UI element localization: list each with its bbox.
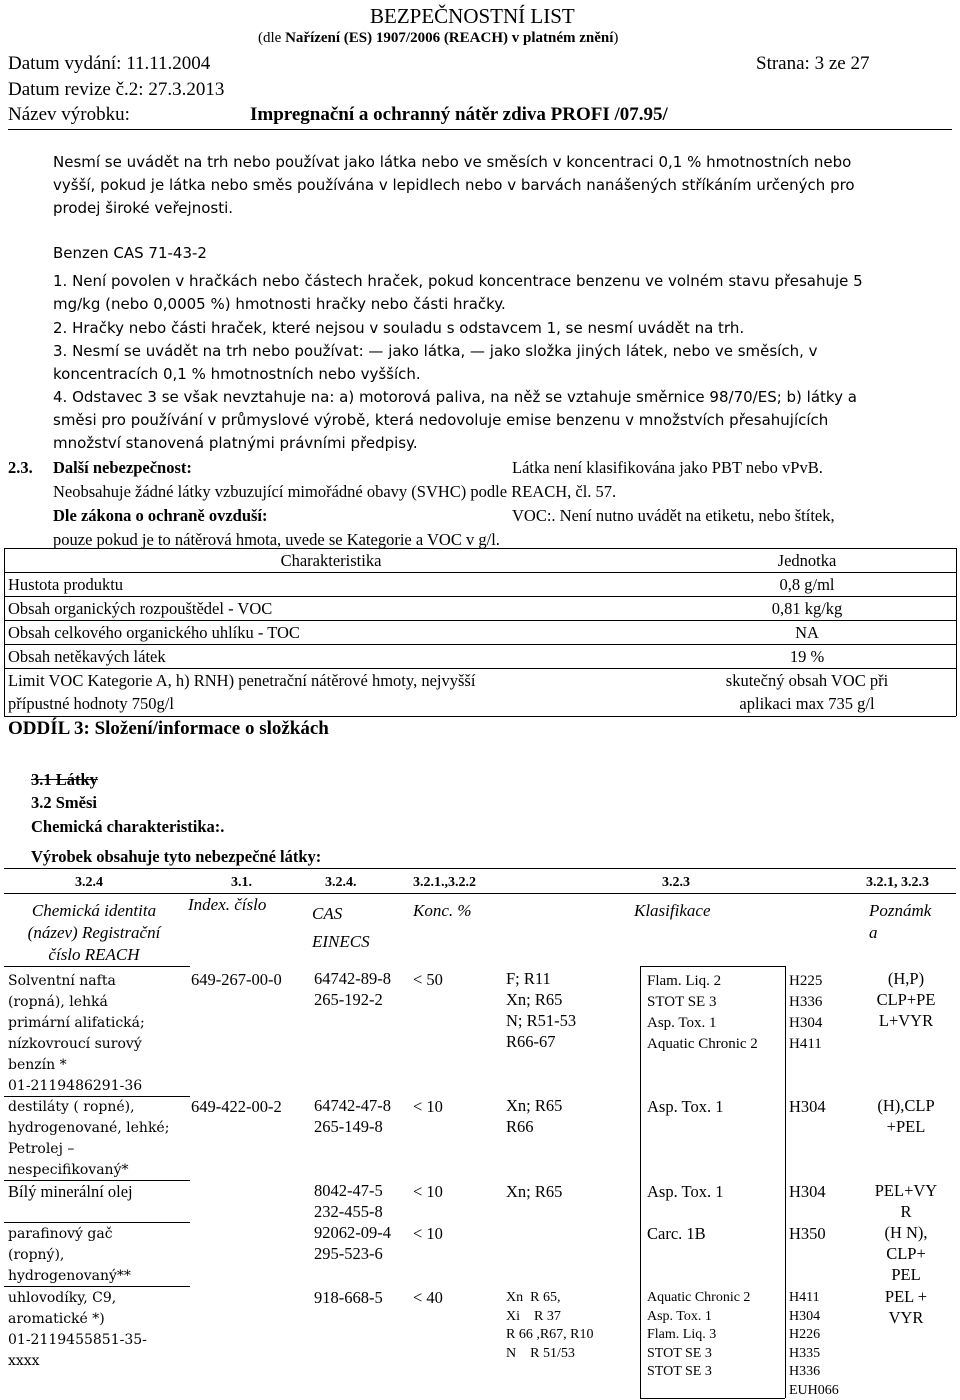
voc-row-value: NA (795, 623, 819, 642)
row-3-name: Bílý minerální olej (8, 1182, 133, 1201)
voc-limit-value: skutečný obsah VOC při aplikaci max 735 g/l (725, 671, 889, 713)
row-5-name: uhlovodíky, C9, aromatické *) 01-2119455851-35- xxxx (8, 1290, 147, 1369)
row-5-h-phrases: H411 H304 H226 H335 H336 EUH066 (789, 1290, 839, 1398)
col-header-cas: CAS EINECS (312, 904, 370, 951)
ref-class: 3.2.3 (662, 875, 690, 890)
col-header-classification: Klasifikace (634, 901, 711, 920)
voc-row-label: Hustota produktu (8, 575, 124, 594)
voc-row-value: 19 % (789, 647, 825, 666)
row-4-cas: 92062-09-4 295-523-6 (314, 1223, 391, 1263)
air-protection-note: pouze pokud je to nátěrová hmota, uvede se Kategorie a VOC v g/l. (53, 530, 500, 549)
row-3-r-phrases: Xn; R65 (506, 1182, 563, 1201)
col-header-identity: Chemická identita (název) Registrační číslo REACH (27, 901, 161, 964)
row-3-h-phrases: H304 (789, 1182, 826, 1201)
benzen-item-1: 1. Není povolen v hračkách nebo částech hraček, pokud koncentrace benzenu ve volném stavu přesahuje 5 mg/kg (nebo 0,0005 %) hmotnosti hračky nebo části hračky. (53, 272, 863, 313)
revision-date: Datum revize č.2: 27.3.2013 (8, 79, 225, 100)
row-3-note: PEL+VY R (874, 1181, 938, 1221)
benzen-item-2: 2. Hračky nebo části hraček, které nejsou v souladu s odstavcem 1, se nesmí uvádět na trh. (53, 319, 745, 337)
voc-row-value: 0,81 kg/kg (771, 599, 843, 618)
document-title: BEZPEČNOSTNÍ LIST (370, 4, 575, 28)
row-2-index: 649-422-00-2 (191, 1097, 282, 1116)
voc-header-unit: Jednotka (777, 551, 837, 570)
row-4-h-phrases: H350 (789, 1224, 826, 1243)
air-protection-label: Dle zákona o ochraně ovzduší: (53, 506, 268, 525)
ref-index: 3.1. (231, 875, 252, 890)
row-5-note: PEL + VYR (884, 1287, 928, 1327)
voc-row-label: Obsah celkového organického uhlíku - TOC (8, 623, 300, 642)
voc-row-label: Obsah netěkavých látek (8, 647, 166, 666)
benzen-heading: Benzen CAS 71-43-2 (53, 244, 207, 262)
row-4-name: parafinový gač (ropný), hydrogenovaný** (8, 1226, 131, 1284)
benzen-item-4: 4. Odstavec 3 se však nevztahuje na: a) motorová paliva, na něž se vztahuje směrnice 98/70/ES; b) látky a směsi pro používání v průmyslové výrobě, která nedovoluje emise benzenu v množstvích přesahujících množství stanovená platnými právními předpisy. (53, 388, 857, 452)
section-3-1-substances: 3.1 Látky (31, 770, 98, 789)
page-number: Strana: 3 ze 27 (756, 53, 870, 74)
air-protection-value: VOC:. Není nutno uvádět na etiketu, nebo štítek, (512, 506, 835, 525)
row-4-note: (H N), CLP+ PEL (884, 1223, 928, 1284)
row-3-clp: Asp. Tox. 1 (647, 1182, 724, 1201)
col-header-conc: Konc. % (413, 901, 472, 920)
restriction-paragraph: Nesmí se uvádět na trh nebo používat jako látka nebo ve směsích v koncentraci 0,1 % hmotnostních nebo vyšší, pokud je látka nebo směs používána v lepidlech nebo v barvách nanášených stříkáním určených pro prodej široké veřejnosti. (53, 153, 855, 217)
section-2-3-value: Látka není klasifikována jako PBT nebo vPvB. (512, 458, 823, 477)
ref-conc: 3.2.1.,3.2.2 (413, 875, 476, 890)
voc-row-label: Obsah organických rozpouštědel - VOC (8, 599, 273, 618)
row-1-cas: 64742-89-8 265-192-2 (314, 969, 391, 1009)
header-divider (8, 129, 952, 130)
row-1-clp: Flam. Liq. 2 STOT SE 3 Asp. Tox. 1 Aquatic Chronic 2 (647, 973, 758, 1052)
row-2-cas: 64742-47-8 265-149-8 (314, 1096, 391, 1136)
row-1-r-phrases: F; R11 Xn; R65 N; R51-53 R66-67 (506, 969, 577, 1051)
regulation-subtitle: (dle Nařízení (ES) 1907/2006 (REACH) v platném znění) (258, 30, 619, 46)
section-3-title: ODDÍL 3: Složení/informace o složkách (8, 718, 329, 739)
row-4-conc: < 10 (413, 1224, 443, 1243)
row-1-index: 649-267-00-0 (191, 970, 282, 989)
row-5-cas: 918-668-5 (314, 1288, 383, 1307)
ref-note: 3.2.1, 3.2.3 (866, 875, 929, 890)
voc-limit-label: Limit VOC Kategorie A, h) RNH) penetrační nátěrové hmoty, nejvyšší přípustné hodnoty 750g/l (8, 671, 476, 713)
chemical-characteristics: Chemická charakteristika:. (31, 817, 225, 836)
row-1-name: Solventní nafta (ropná), lehká primární alifatická; nízkovroucí surový benzín * 01-2119486291-36 (8, 973, 145, 1094)
benzen-item-3: 3. Nesmí se uvádět na trh nebo používat: — jako látka, — jako složka jiných látek, nebo ve směsích, v koncentracích 0,1 % hmotnostních nebo vyšších. (53, 342, 818, 383)
issue-date: Datum vydání: 11.11.2004 (8, 53, 211, 74)
hazardous-substances-heading: Výrobek obsahuje tyto nebezpečné látky: (31, 847, 322, 866)
svhc-statement: Neobsahuje žádné látky vzbuzující mimořádné obavy (SVHC) podle REACH, čl. 57. (53, 482, 617, 501)
section-2-3-label: Další nebezpečnost: (53, 458, 192, 477)
row-3-cas: 8042-47-5 232-455-8 (314, 1181, 383, 1221)
row-5-r-phrases: Xn R 65, Xi R 37 R 66 ,R67, R10 N R 51/53 (506, 1290, 594, 1361)
product-name: Název výrobku: Impregnační a ochranný nátěr zdiva PROFI /07.95/ (8, 104, 668, 125)
row-1-h-phrases: H225 H336 H304 H411 (789, 973, 823, 1052)
row-4-clp: Carc. 1B (647, 1224, 706, 1243)
row-2-r-phrases: Xn; R65 R66 (506, 1096, 563, 1136)
row-2-h-phrases: H304 (789, 1097, 826, 1116)
row-5-conc: < 40 (413, 1288, 443, 1307)
col-header-note: Poznámk a (869, 901, 932, 942)
row-2-name: destiláty ( ropné), hydrogenované, lehké; Petrolej – nespecifikovaný* (8, 1099, 170, 1178)
row-1-note: (H,P) CLP+PE L+VYR (876, 969, 936, 1030)
row-2-clp: Asp. Tox. 1 (647, 1097, 724, 1116)
section-3-2-mixtures: 3.2 Směsi (31, 793, 97, 812)
row-2-note: (H),CLP +PEL (877, 1096, 935, 1136)
row-1-conc: < 50 (413, 970, 443, 989)
section-2-3-number: 2.3. (8, 458, 33, 477)
row-2-conc: < 10 (413, 1097, 443, 1116)
voc-header-characteristic: Charakteristika (280, 551, 382, 570)
row-5-clp: Aquatic Chronic 2 Asp. Tox. 1 Flam. Liq. 3 STOT SE 3 STOT SE 3 (647, 1290, 751, 1379)
ref-cas: 3.2.4. (325, 875, 357, 890)
row-3-conc: < 10 (413, 1182, 443, 1201)
voc-row-value: 0,8 g/ml (779, 575, 835, 594)
col-header-index: Index. číslo (188, 895, 267, 914)
ref-identity: 3.2.4 (75, 875, 103, 890)
